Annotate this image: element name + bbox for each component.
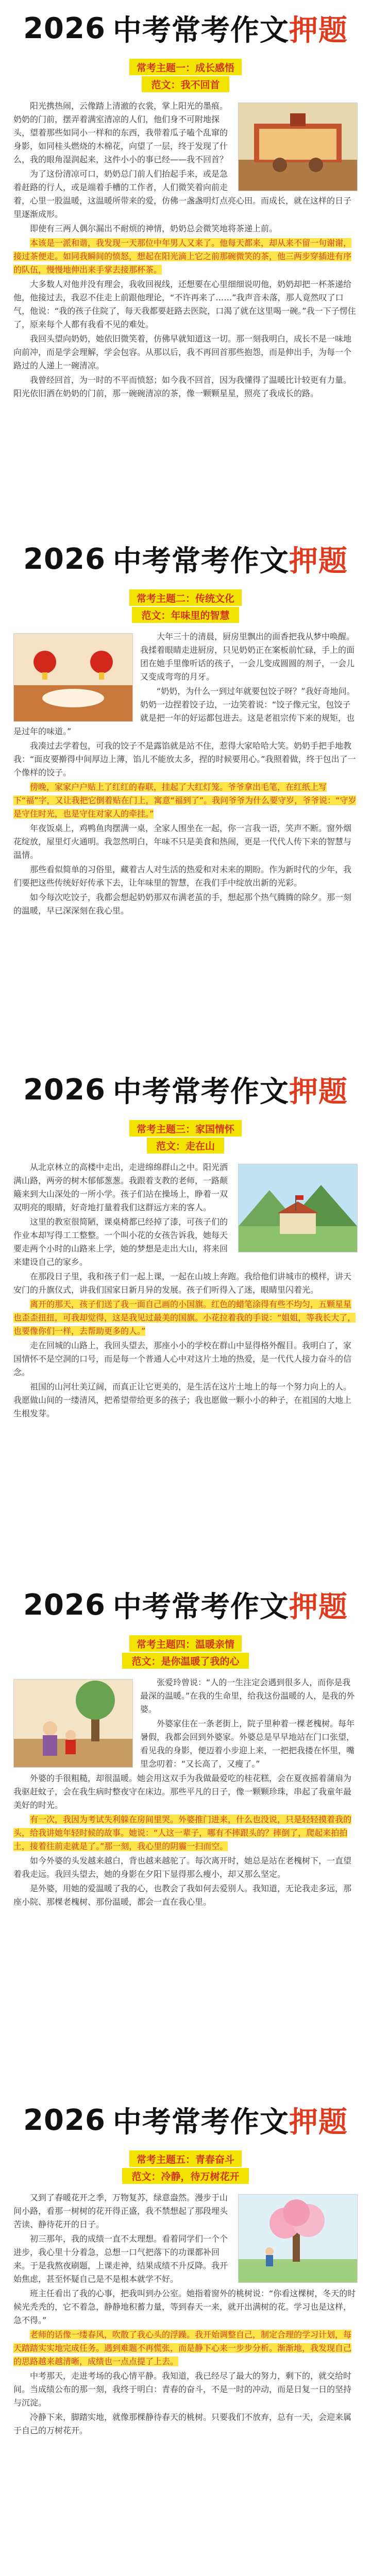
highlighted-text: 傍晚，家家户户贴上了红红的春联，挂起了大红灯笼。爷爷拿出毛笔，在红纸上写下“福”字，又让我把它倒着贴在门上，寓意“福到了”。我问爷爷为什么要守岁，爷爷说：“守岁是守住时光，也是守住对家人的牵挂。” xyxy=(13,782,357,819)
essay-illustration xyxy=(13,1679,133,1768)
essay-body xyxy=(13,99,358,400)
essay-paragraph: 如今外婆的头发越来越白，背也越来越驼了。每次离开时，她总是站在老槐树下，一直望着我走远。我回头望去，她的身影在夕阳下显得那么瘦小，却又那么坚定。 xyxy=(13,1856,352,1879)
essay-paragraph: 从北京林立的高楼中走出，走进绵绵群山之中。阳光洒满山路，两旁的树木郁郁葱葱。我跟着支教的老师，一路颠簸来到大山深处的一所小学。孩子们站在操场上，睁着一双双明亮的眼睛，好奇地打量着我们这群远方来的客人。 xyxy=(13,1162,228,1212)
essay-paragraph: 外婆家住在一条老街上，院子里种着一棵老槐树。每年暑假，我都会回到外婆家。外婆总是早早地站在门口张望，看见我的身影，便迈着小步迎上来，一把把我搂在怀里，嘴里念叨着：“又长高了，又瘦了。” xyxy=(140,1719,355,1769)
heading-main: 中考常考作文 xyxy=(112,545,289,578)
heading-highlight: 押题 xyxy=(289,14,348,47)
essay-section xyxy=(0,1577,371,2092)
essay-paragraph: 如今每次吃饺子，我都会想起奶奶那双布满老茧的手，想起那个热气腾腾的除夕。那一刻的温暖，早已深深刻在我心里。 xyxy=(13,892,352,916)
essay-paragraph: 为了这份清凉可口，奶奶总门前人们抬起手来，或是急着赶路的行人，或是端着手槽的工作者，人们微笑着向前走着，心里一股温暖，这温暖所带来的爱，仿佛一盏盏明灯点亮心田。而成长，就在这样的日子里逐渐成形。 xyxy=(13,169,352,219)
essay-section xyxy=(0,531,371,1061)
essay-title: 范文：走在山 xyxy=(147,1138,224,1154)
essay-paragraph: 阳光携热闹，云像踏上清澈的衣裳，掌上阳光的墨痕。奶奶的门前，摆弄着满室清凉的人们，他们身不可附地探头，望着那些如同小一样和的东西，我带着瓜子嗑个乱窜的身影，如同桂头燃烧的木棉花，向望了一层，终于发现了什么，我的眼角湿润起来，这件小小的事已经——我不回首？ xyxy=(13,101,228,164)
illustration-grandma-yard xyxy=(14,1680,132,1767)
theme-label-group xyxy=(0,2150,371,2184)
section-heading xyxy=(0,1577,371,1633)
theme-label: 常考主题一：成长感悟 xyxy=(129,59,242,75)
essay-paragraph xyxy=(13,2328,358,2368)
essay-section xyxy=(0,0,371,531)
essay-title: 范文：年味里的智慧 xyxy=(132,607,239,623)
highlighted-text: 有一次，我因为考试失利躲在房间里哭。外婆推门进来，什么也没说，只是轻轻摸着我的头，给我讲她年轻时候的故事。她说：“人这一辈子，哪有不摔跟头的？摔倒了，爬起来拍拍土，接着往前走就是了。”那一刻，我心里的阴霾一扫而空。 xyxy=(13,1815,352,1851)
theme-label: 常考主题五：青春奋斗 xyxy=(129,2150,242,2167)
heading-main: 中考常考作文 xyxy=(112,14,289,47)
essay-section xyxy=(0,2092,371,2576)
theme-label: 常考主题三：家国情怀 xyxy=(129,1120,242,1137)
essay-paragraph: 冷静下来，脚踏实地，就像那棵静待春天的桃树。只要我们不放弃，总有一天，会迎来属于自己的万树花开。 xyxy=(13,2412,352,2435)
essay-body xyxy=(13,630,358,918)
essay-title: 范文：我不回首 xyxy=(142,76,229,92)
essay-paragraph: 这里的教室很简陋，课桌椅都已经掉了漆，可孩子们的作业本却写得工工整整。一个叫小花的女孩告诉我，她每天要走两个小时的山路来上学，她的梦想是走出大山，将来回来建设自己的家乡。 xyxy=(13,1217,228,1267)
essay-paragraph xyxy=(13,1298,358,1338)
heading-year: 2026 xyxy=(23,2103,106,2137)
essay-paragraph: 我曾经回首，为一时的不平而愤怒；如今我不回首，因为我懂得了温暖比计较更有力量。阳光依旧洒在奶奶的门前，那一碗碗清凉的茶，像一颗颗星星，照亮了我成长的路。 xyxy=(13,375,352,398)
essay-paragraph: 我回头望向奶奶，她依旧微笑着，仿佛早就知道这一切。那一刻我明白，成长不是一味地向前冲，而是学会理解，学会包容。从那以后，我不再回首那些抱怨，而是伸出手，为每一个路过的人递上一碗清凉。 xyxy=(13,334,352,370)
heading-main: 中考常考作文 xyxy=(112,2106,289,2139)
essay-paragraph: 我凑过去学着包，可我的饺子不是露馅就是站不住，惹得大家哈哈大笑。奶奶手把手地教我：“面皮要擀得中间厚边上薄，馅儿不能放太多，捏的时候要用心。”我照着做，终于包出了一个像样的饺子。 xyxy=(13,741,356,777)
section-heading xyxy=(0,1061,371,1118)
essay-paragraph: 班主任看出了我的心事，把我叫到办公室。她指着窗外的桃树说：“你看这棵树，冬天的时候光秃秃的，它不着急，静静地积蓄力量，等到春天一来，就开出满树的花。学习也是这样，急不得。” xyxy=(13,2289,356,2325)
illustration-stall xyxy=(239,103,357,191)
essay-paragraph: 祖国的山河壮美辽阔，而真正让它更美的，是生活在这片土地上的每一个努力向上的人。我愿做山间的一缕清风，把希望带给更多的孩子；我也愿做一颗小小的种子，在祖国的大地上生根发芽。 xyxy=(13,1382,352,1418)
section-heading xyxy=(0,2092,371,2148)
essay-paragraph: 即使有三两人偶尔漏出不耐烦的神情，奶奶总会微笑地将茶递上前。 xyxy=(30,224,278,233)
essay-paragraph: “奶奶，为什么一到过年就要包饺子呀？”我好奇地问。奶奶一边捏着饺子边，一边笑着说：“饺子像元宝，包饺子就是把一年的好运都包进去。这是老祖宗传下来的规矩，也是过年的味道。” xyxy=(13,686,355,736)
theme-label-group xyxy=(0,1120,371,1154)
illustration-new-year xyxy=(14,634,132,721)
highlighted-text: 离开的那天，孩子们送了我一面自己画的小国旗。红色的蜡笔涂得有些不均匀，五颗星星也歪歪扭扭，可我却觉得，这是我见过最美的国旗。小花拉着我的手说：“姐姐，等我长大了，也要像你们一样，去帮助更多的人。” xyxy=(13,1299,356,1336)
essay-illustration xyxy=(238,1164,358,1252)
essay-section xyxy=(0,1061,371,1577)
section-heading xyxy=(0,0,371,57)
essay-paragraph: 那些看似简单的习俗里，藏着古人对生活的热爱和对未来的期盼。作为新时代的少年，我们要把这些传统好好传承下去，让年味里的智慧，在我们手中绽放出新的光彩。 xyxy=(13,865,352,888)
theme-label-group xyxy=(0,1635,371,1669)
section-heading xyxy=(0,531,371,587)
essay-illustration xyxy=(238,2194,358,2283)
illustration-mountain-school xyxy=(239,1164,357,1252)
essay-paragraph: 在那段日子里，我和孩子们一起上课，一起在山坡上奔跑。我给他们讲城市的模样，讲天安门的升旗仪式，讲我们国家日新月异的发展。孩子们听得入了迷，眼睛里闪着光。 xyxy=(13,1272,352,1295)
theme-label: 常考主题四：温暖亲情 xyxy=(129,1635,242,1652)
essay-paragraph: 外婆的手很粗糙，却很温暖。她会用这双手为我做最爱吃的桂花糕，会在夏夜摇着蒲扇为我驱赶蚊子，会在我生病时整夜守在床边。那些平凡的日子，像一颗颗珍珠，串起了我童年最美好的时光。 xyxy=(13,1773,352,1810)
essay-body xyxy=(13,2191,358,2437)
heading-year: 2026 xyxy=(23,1588,106,1622)
essay-paragraph: 中考那天，走进考场的我心情平静。我知道，我已经尽了最大的努力，剩下的，就交给时间。当成绩公布的那一刻，我终于明白：青春的奋斗，不是一时的冲动，而是日复一日的坚持与沉淀。 xyxy=(13,2371,352,2408)
essay-paragraph: 走在回城的山路上，我回头望去，那座小小的学校在群山中显得格外醒目。我明白了，家国情怀不是空洞的口号，而是每一个普通人心中对这片土地的热爱，是一代代人接力奋斗的信念。 xyxy=(13,1341,352,1377)
theme-label: 常考主题二：传统文化 xyxy=(129,589,242,606)
theme-label-group xyxy=(0,589,371,623)
essay-paragraph: 大年三十的清晨，厨房里飘出的面香把我从梦中唤醒。我揉着眼睛走进厨房，只见奶奶正在案板前忙碌，手上的面团在她手里像听话的孩子，一会儿变成圆圆的剂子，一会儿又变成弯弯的月牙。 xyxy=(140,632,355,682)
essay-title: 范文：是你温暖了我的心 xyxy=(122,1653,248,1669)
heading-year: 2026 xyxy=(23,1073,106,1107)
essay-paragraph xyxy=(13,236,358,277)
heading-highlight: 押题 xyxy=(289,1590,348,1624)
heading-highlight: 押题 xyxy=(289,2106,348,2139)
essay-paragraph: 又到了春暖花开之季，万物复苏，绿意盎然。漫步于山间小路，看那一树树的花开得正盛，我不禁想起了那段埋头苦读、静待花开的日子。 xyxy=(13,2193,228,2229)
essay-paragraph xyxy=(13,781,358,821)
highlighted-text: 老师的话像一缕春风，吹散了我心头的浮躁。我开始调整自己，制定合理的学习计划，每天踏踏实实地完成任务。遇到难题不再慌张，而是静下心来一步步分析。渐渐地，我发现自己的思路越来越清晰，成绩也一点点提了上去。 xyxy=(13,2330,352,2366)
essay-paragraph: 是外婆，用她的爱温暖了我的心，也教会了我如何去爱别人。我知道，无论我走多远，那座小院、那棵老槐树、那份温暖，都会一直在我心里。 xyxy=(13,1884,352,1907)
heading-highlight: 押题 xyxy=(289,1075,348,1109)
heading-main: 中考常考作文 xyxy=(112,1590,289,1624)
essay-illustration xyxy=(238,103,358,191)
illustration-blossom xyxy=(239,2195,357,2282)
heading-highlight: 押题 xyxy=(289,545,348,578)
heading-main: 中考常考作文 xyxy=(112,1075,289,1109)
essay-title: 范文：冷静，待万树花开 xyxy=(122,2168,248,2184)
essay-paragraph: 张爱玲曾说：“人的一生注定会遇到很多人，而你是我最深的温暖。”在我的生命里，给我这份温暖的人，是我的外婆。 xyxy=(140,1677,355,1714)
essay-paragraph xyxy=(13,1813,358,1853)
theme-label-group xyxy=(0,59,371,92)
essay-illustration xyxy=(13,633,133,722)
essay-paragraph: 初三那年，我的成绩一直不太理想。看着同学们一个个进步，我心里十分着急，总想一口气把落下的功课都补回来。于是我熬夜刷题，上课走神，结果成绩不升反降。我开始焦虑，甚至怀疑自己是不是根本就学不好。 xyxy=(13,2234,228,2284)
heading-year: 2026 xyxy=(23,11,106,45)
essay-body xyxy=(13,1161,358,1420)
essay-paragraph: 年夜饭桌上，鸡鸭鱼肉摆满一桌，全家人围坐在一起，你一言我一语，笑声不断。窗外烟花绽放，屋里灯火通明。我忽然明白，年味不只是美食和热闹，更是一代代人传下来的智慧与温情。 xyxy=(13,823,352,860)
highlighted-text: 本该是一派和谐，我发现一天那位中年男人又来了。他每天都来，却从来不留一句谢谢，接过茶便走。如同我瞬间的愤怒，想起在阳光滴上它之前那碗微笑的茶，他三两步穿插进有序的队伍，慢慢地伸出来手掌去接那杯茶。 xyxy=(13,238,352,275)
heading-year: 2026 xyxy=(23,542,106,576)
essay-paragraph: 大多数人对他并没有理会，我收回视线，还想要在心里细细说叨他，奶奶却把一杯茶递给他，他接过去，我忍不住走上前跟他理论，“不许再来了……”我声音未落，那人竟然叹了口气，他说：“我的孩子住院了，每天我都要赶路去医院，口渴了就在这里喝一碗。”我一下子愣住了，原来每个人都有我看不见的难处。 xyxy=(13,279,356,329)
essay-body xyxy=(13,1676,358,1909)
